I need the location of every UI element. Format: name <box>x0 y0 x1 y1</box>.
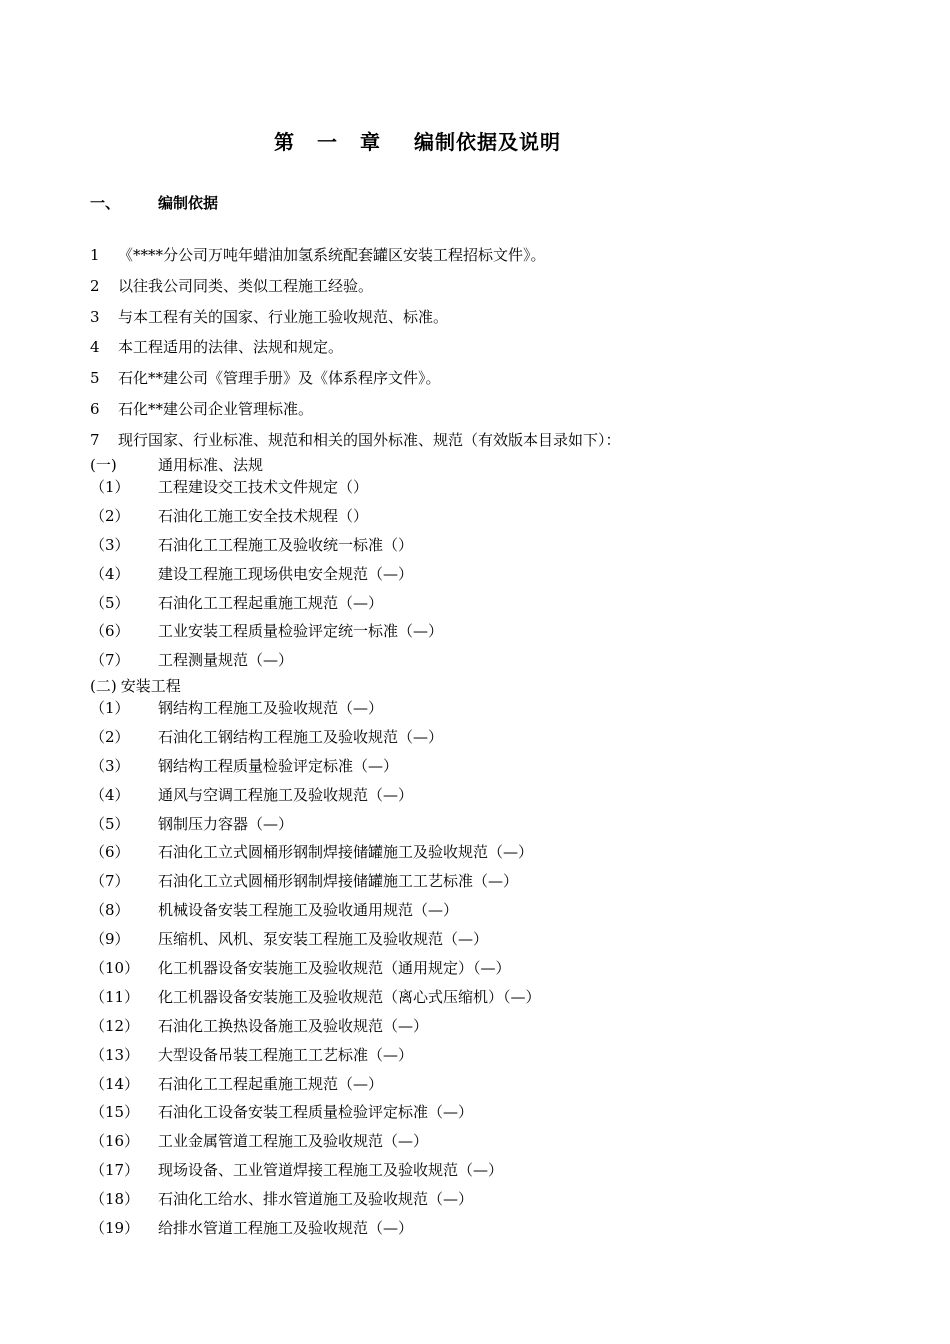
item-number: 7 <box>90 430 100 449</box>
standards-list <box>90 476 443 678</box>
item-number: （18） <box>90 1190 140 1209</box>
item-number: 2 <box>90 276 100 295</box>
list-item <box>90 1015 541 1044</box>
item-number: （19） <box>90 1219 140 1238</box>
item-number: （17） <box>90 1161 140 1180</box>
list-item <box>90 505 443 534</box>
group-number: (二) <box>90 677 117 695</box>
item-number: （5） <box>90 814 130 833</box>
item-text: 本工程适用的法律、法规和规定。 <box>118 338 344 357</box>
item-text: 化工机器设备安装施工及验收规范（离心式压缩机）（—） <box>158 987 541 1006</box>
group-number: (一) <box>90 456 117 474</box>
item-number: （9） <box>90 930 130 949</box>
item-text: 压缩机、风机、泵安装工程施工及验收规范（—） <box>158 930 489 949</box>
item-number: （14） <box>90 1074 140 1093</box>
item-text: 钢制压力容器（—） <box>158 814 294 833</box>
item-number: （3） <box>90 756 130 775</box>
item-text: 化工机器设备安装施工及验收规范（通用规定）（—） <box>158 959 511 978</box>
item-text: 以往我公司同类、类似工程施工经验。 <box>118 276 374 295</box>
item-text: 石油化工换热设备施工及验收规范（—） <box>158 1016 429 1035</box>
item-text: 石化**建公司《管理手册》及《体系程序文件》。 <box>118 369 441 388</box>
item-text: 机械设备安装工程施工及验收通用规范（—） <box>158 901 459 920</box>
item-text: 《****分公司万吨年蜡油加氢系统配套罐区安装工程招标文件》。 <box>118 246 546 264</box>
basis-list <box>90 240 621 456</box>
item-text: 与本工程有关的国家、行业施工验收规范、标准。 <box>118 307 449 326</box>
list-item <box>90 332 621 363</box>
item-number: （7） <box>90 651 130 670</box>
item-text: 建设工程施工现场供电安全规范（—） <box>158 564 414 583</box>
item-number: （2） <box>90 506 130 525</box>
list-item <box>90 1073 541 1102</box>
item-number: （4） <box>90 564 130 583</box>
item-text: 石油化工工程起重施工规范（—） <box>158 1074 384 1093</box>
standards-list <box>90 697 541 1246</box>
list-item <box>90 620 443 649</box>
section-number: 一、 <box>90 194 121 212</box>
item-text: 石油化工设备安装工程质量检验评定标准（—） <box>158 1103 474 1122</box>
list-item <box>90 841 541 870</box>
item-number: （11） <box>90 987 140 1006</box>
item-number: （3） <box>90 535 130 554</box>
group-header <box>90 675 541 697</box>
list-item <box>90 1101 541 1130</box>
item-number: 6 <box>90 399 100 418</box>
group-header <box>90 454 443 476</box>
item-text: 石油化工立式圆桶形钢制焊接储罐施工工艺标准（—） <box>158 872 519 891</box>
list-item <box>90 302 621 333</box>
section-title: 编制依据 <box>158 194 219 212</box>
list-item <box>90 813 541 842</box>
item-number: （8） <box>90 901 130 920</box>
item-text: 给排水管道工程施工及验收规范（—） <box>158 1219 414 1238</box>
item-text: 通风与空调工程施工及验收规范（—） <box>158 785 414 804</box>
item-text: 工程测量规范（—） <box>158 651 294 670</box>
item-text: 石油化工工程施工及验收统一标准（） <box>158 535 414 554</box>
item-number: （4） <box>90 785 130 804</box>
item-number: （6） <box>90 843 130 862</box>
list-item <box>90 870 541 899</box>
list-item <box>90 1217 541 1246</box>
list-item <box>90 271 621 302</box>
item-number: 4 <box>90 338 100 357</box>
list-item <box>90 534 443 563</box>
item-number: （15） <box>90 1103 140 1122</box>
item-number: （12） <box>90 1016 140 1035</box>
group-installation <box>90 675 541 1246</box>
item-number: （7） <box>90 872 130 891</box>
list-item <box>90 899 541 928</box>
item-number: （1） <box>90 699 130 717</box>
item-text: 石油化工给水、排水管道施工及验收规范（—） <box>158 1190 474 1209</box>
item-number: （2） <box>90 727 130 746</box>
list-item <box>90 1159 541 1188</box>
item-text: 石油化工立式圆桶形钢制焊接储罐施工及验收规范（—） <box>158 843 534 862</box>
list-item <box>90 1188 541 1217</box>
item-text: 大型设备吊装工程施工工艺标准（—） <box>158 1045 414 1064</box>
item-text: 钢结构工程施工及验收规范（—） <box>158 699 384 717</box>
item-number: 3 <box>90 307 100 326</box>
list-item <box>90 697 541 726</box>
item-number: （13） <box>90 1045 140 1064</box>
group-general-standards <box>90 454 443 678</box>
list-item <box>90 394 621 425</box>
list-item <box>90 755 541 784</box>
list-item <box>90 425 621 456</box>
item-text: 现行国家、行业标准、规范和相关的国外标准、规范（有效版本目录如下）： <box>118 430 621 449</box>
list-item <box>90 649 443 678</box>
item-number: 1 <box>90 246 100 264</box>
item-text: 石化**建公司企业管理标准。 <box>118 399 314 418</box>
item-number: （6） <box>90 622 130 641</box>
item-text: 现场设备、工业管道焊接工程施工及验收规范（—） <box>158 1161 504 1180</box>
item-text: 工业安装工程质量检验评定统一标准（—） <box>158 622 444 641</box>
list-item <box>90 592 443 621</box>
chapter-title <box>0 126 835 155</box>
list-item <box>90 726 541 755</box>
group-title: 安装工程 <box>120 677 181 695</box>
item-text: 工业金属管道工程施工及验收规范（—） <box>158 1132 429 1151</box>
item-number: （5） <box>90 593 130 612</box>
chapter-heading: 编制依据及说明 <box>413 130 561 154</box>
list-item <box>90 1130 541 1159</box>
item-text: 石油化工工程起重施工规范（—） <box>158 593 384 612</box>
item-text: 石油化工钢结构工程施工及验收规范（—） <box>158 727 444 746</box>
item-number: （1） <box>90 478 130 496</box>
item-number: （16） <box>90 1132 140 1151</box>
item-number: 5 <box>90 369 100 388</box>
list-item <box>90 363 621 394</box>
item-number: （10） <box>90 959 140 978</box>
item-text: 工程建设交工技术文件规定（） <box>158 478 369 496</box>
item-text: 钢结构工程质量检验评定标准（—） <box>158 756 399 775</box>
list-item <box>90 928 541 957</box>
list-item <box>90 784 541 813</box>
list-item <box>90 240 621 271</box>
group-title: 通用标准、法规 <box>158 456 264 474</box>
chapter-number: 第 一 章 <box>274 130 388 154</box>
list-item <box>90 563 443 592</box>
list-item <box>90 1044 541 1073</box>
section-heading <box>90 192 218 213</box>
list-item <box>90 476 443 505</box>
list-item <box>90 957 541 986</box>
item-text: 石油化工施工安全技术规程（） <box>158 506 369 525</box>
list-item <box>90 986 541 1015</box>
